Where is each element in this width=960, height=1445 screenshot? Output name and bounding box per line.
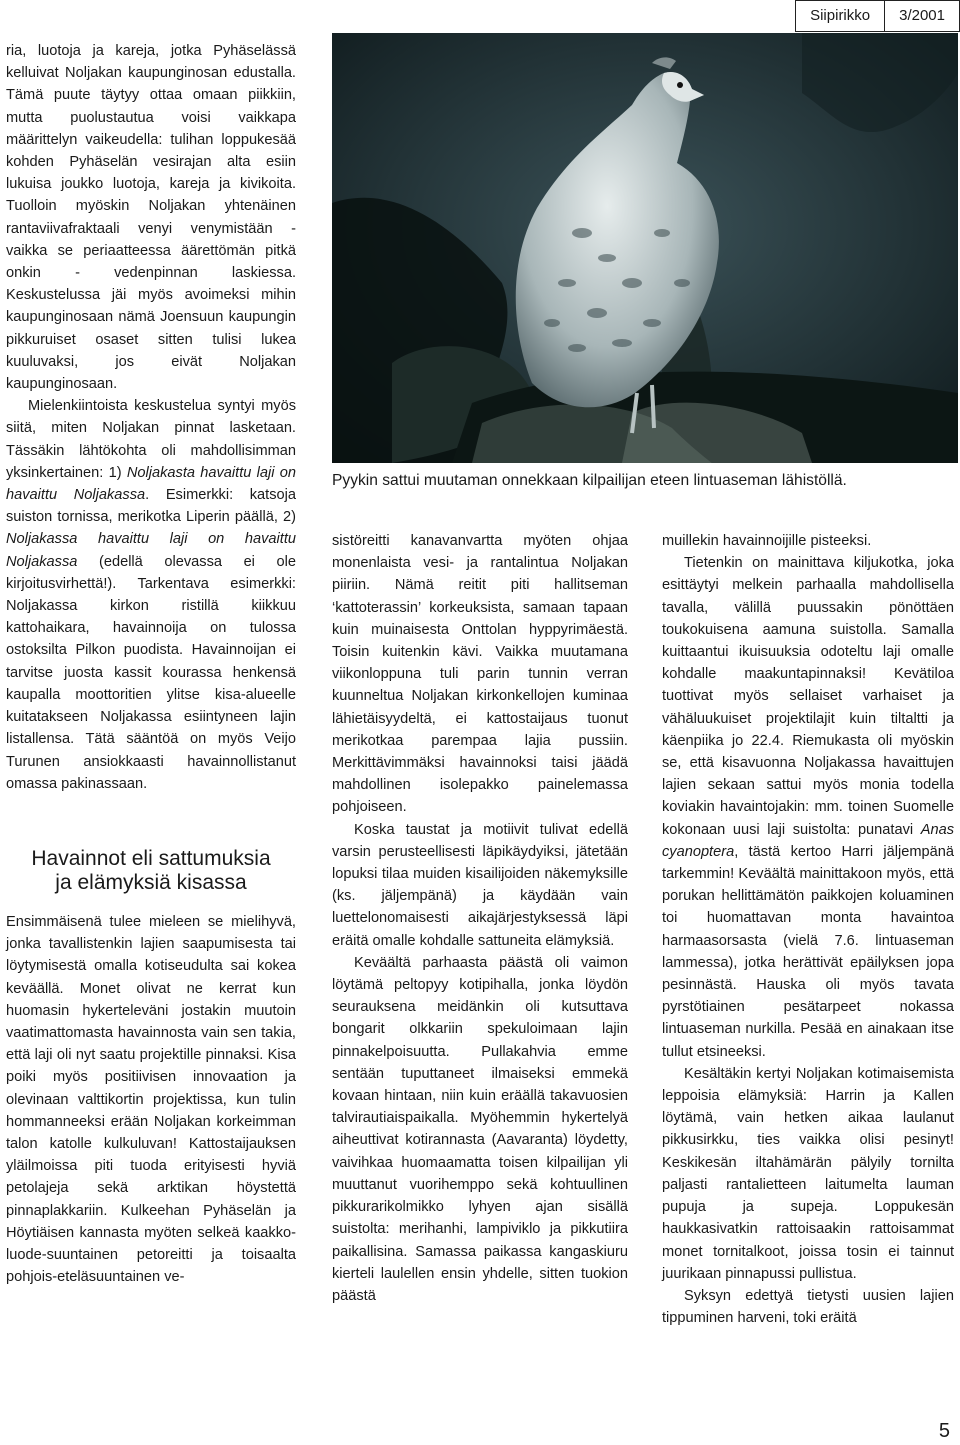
- col3-paragraph-3: Kesältäkin kertyi Noljakan kotimaisemista leppoisia elämyksiä: Harrin ja Kallen löytämä, vain hetken aikaa laulanut pikkusirkku, ties vaikka olisi pesinyt! Keskikesän iltahämärän pälyily tornilta paljasti rantalietteen laitumelta lauman pupuja ja supeja. Loppukesän haukkasivatkin rattoisaakin rattoisammat monet tornitalkoot, joissa tosin ei tainnut juurikaan pinnapussi pullistua.: [662, 1065, 954, 1282]
- page-number: 5: [938, 1420, 950, 1442]
- column-3: [662, 530, 954, 1329]
- hazel-grouse-illustration: [332, 33, 958, 463]
- col2-paragraph-3: Keväältä parhaasta päästä oli vaimon löytämä peltopyy kotipihalla, jonka löydön seurauksena meidänkin oli kutsuttava bongarit olkkariin spekuloimaan lajin pinnakelpoisuutta. Pullakahvia emme sentään tuputtaneet ilmaiseksi emmekä kovaan hintaan, niin kuin eräällä takavuosien talvirautiaispaikalla. Myöhemmin hykertelyä aiheuttivat kotirannasta (Aavaranta) löydetty, vaivihkaa huomaamatta toisen kilpailijan yli muuttanut vuorihemppo sekä kohtuullinen pikkurarikolmikko lyhyen ajan sisällä suistolta: merihanhi, lampiviklo ja pikkutiira paikallisina. Samassa paikassa kangaskiuru kierteli laulellen ensin yhdelle, sitten tuokion päästä: [332, 954, 628, 1304]
- section-subheading: Havainnot eli sattumuksia ja elämyksiä kisassa: [31, 846, 271, 894]
- journal-title: Siipirikko: [810, 7, 871, 24]
- col3-paragraph-1: muillekin havainnoijille pisteeksi.: [662, 533, 872, 549]
- col1-paragraph-1: ria, luotoja ja kareja, jotka Pyhäselässä kelluivat Noljakan kaupunginosan edustalla. Tämä puute täytyy ottaa omaan piikkiin, mutta puolustautua voisi vaikkapa määrittelyn vaikeudella: tulihan loppukesää kohden Pyhäselän vesirajan alta esiin lukuisa joukko luotoja, kareja ja kivikoita. Tuolloin myöskin Noljakan yhtenäinen rantaviivafraktaali venyi venymistään - vaikka se periaatteessa äärettömän pitkä onkin - vedenpinnan laskiessa. Keskustelussa jäi myös avoimeksi mihin kaupunginosaan nämä Joensuun kaupungin pikkuruiset osaset sitten tulisi lukea kuuluvaksi, jos eivät Noljakan kaupunginosaan.: [6, 43, 296, 393]
- issue-number: 3/2001: [884, 1, 959, 31]
- col2-paragraph-1: sistöreitti kanavanvartta myöten ohjaa monenlaista vesi- ja rantalintua Noljakan piiriin. Nämä reitit piti hallitseman ‘kattoterassin’ korkeuksista, samaan tapaan kuin muinaisesta Onttolan hyppyrimäestä. Toisin kuitenkin kävi. Vaikka muutamana viikonloppuna tuli parin tunnin verran kuunneltua Noljakan kirkonkellojen kuminaa lähietäisyydeltä, ei kattostaijaus tuonut merikotkaa parempaa lajia pussiin. Merkittävimmäksi havainnoksi taisi jäädä mahdollinen isolepakko painelemassa pohjoiseen.: [332, 533, 628, 816]
- page-header: [795, 0, 960, 32]
- col3-paragraph-4: Syksyn edettyä tietysti uusien lajien tippuminen harveni, toki eräitä: [662, 1287, 954, 1327]
- bird-photo: [332, 33, 958, 463]
- column-2: [332, 530, 628, 1307]
- photo-caption: Pyykin sattui muutaman onnekkaan kilpailijan eteen lintuaseman lähistöllä.: [332, 472, 847, 489]
- col2-paragraph-2: Koska taustat ja motiivit tulivat edellä varsin perusteellisesti läpikäydyiksi, jätetään lopuksi tilaa muiden kisailijoiden näkemyksille (ks. jäljempänä) ja käydään vain luettelonomaisesti aikajärjestyksessä läpi eräitä omalle kohdalle sattuneita elämyksiä.: [332, 821, 628, 949]
- col1-paragraph-3: Ensimmäisenä tulee mieleen se mielihyvä, jonka tavallistenkin lajien saapumisesta tai löytymisestä omalla kotiseudulta sai kokea keväällä. Monet olivat ne kerrat kun huomasin hykerteleväni jostakin muutoin vaatimattomasta havainnosta vain sen takia, että laji oli nyt saatu projektille pinnaksi. Kisa poiki myös positiivisen innovaation ja olevinaan valttikortin projektissa, kun tulin hommanneeksi erään Noljakan korkeimman talon katolle kulkuluvan! Kattostaijauksen yläilmoissa piti tuoda erityisesti hyviä petolajeja sekä arktikan höystettä pinnaplakkariin. Kulkeehan Pyhäselän ja Höytiäisen kannasta myöten selkeä kaakko-luode-suuntainen petoreitti ja toisaalta pohjois-eteläsuuntainen ve-: [6, 913, 296, 1286]
- col1-paragraph-2: Mielenkiintoista keskustelua syntyi myös siitä, miten Noljakan pinnat lasketaan. Tässäkin lähtökohta oli mahdollisimman yksinkertainen: 1) Noljakasta havaittu laji on havaittu Noljakassa. Esimerkki: katsoja suiston tornissa, merikotka Liperin päällä, 2) Noljakassa havaittu laji on havaittu Noljakassa (edellä olevassa ei ole kirjoitusvirhettä!). Tarkentava esimerkki: Noljakassa kirkon ristillä kiikkuu kattohaikara, havainnoija on tulossa ostoksilta Pilkon puodista. Havainnoijan ei tarvitse juosta kassit kourassa henkensä kaupalla moottoritien ylitse kisa-alueelle kuitatakseen Noljakassa esiintyneen lajin listallensa. Tätä sääntöä on myös Veijo Turunen ansiokkaasti havainnollistanut omassa pakinassaan.: [6, 398, 296, 792]
- column-1: [6, 40, 296, 1288]
- col3-paragraph-2: Tietenkin on mainittava kiljukotka, joka esittäytyi melkein parhaalla mahdollisella tavalla, välillä puussakin pönöttäen toukokuisena aamuna suistolla. Samalla kuittaantui ikuisuuksia odoteltu laji omalle kohdalle maakuntapinnaksi! Kevätiloa tuottivat myös sellaiset varhaiset ja vähäluukuiset projektilajit kuin tiltaltti ja käenpiika jo 22.4. Riemukasta oli myöskin se, että kisavuonna Noljakassa havaittujen lajien sekaan sattui myös monia todella koviakin havaintojakin: mm. toinen Suomelle kokonaan uusi laji suistolta: punatavi Anas cyanoptera, tästä kertoo Harri jäljempänä tarkemmin! Keväältä mainittakoon myös, että porukan hellittämätön paikkojen koluaminen toi huomattavan monta havaintoa harmaasorsasta (vielä 7.6. lintuaseman lammessa), jotka herättivät epäilyksen jopa pesinnästä. Hauska oli myös tavata pyrstötiainen pesätarpeet nokassa lintuaseman nurkilla. Pesää en ainakaan itse tullut etsineeksi.: [662, 555, 954, 1060]
